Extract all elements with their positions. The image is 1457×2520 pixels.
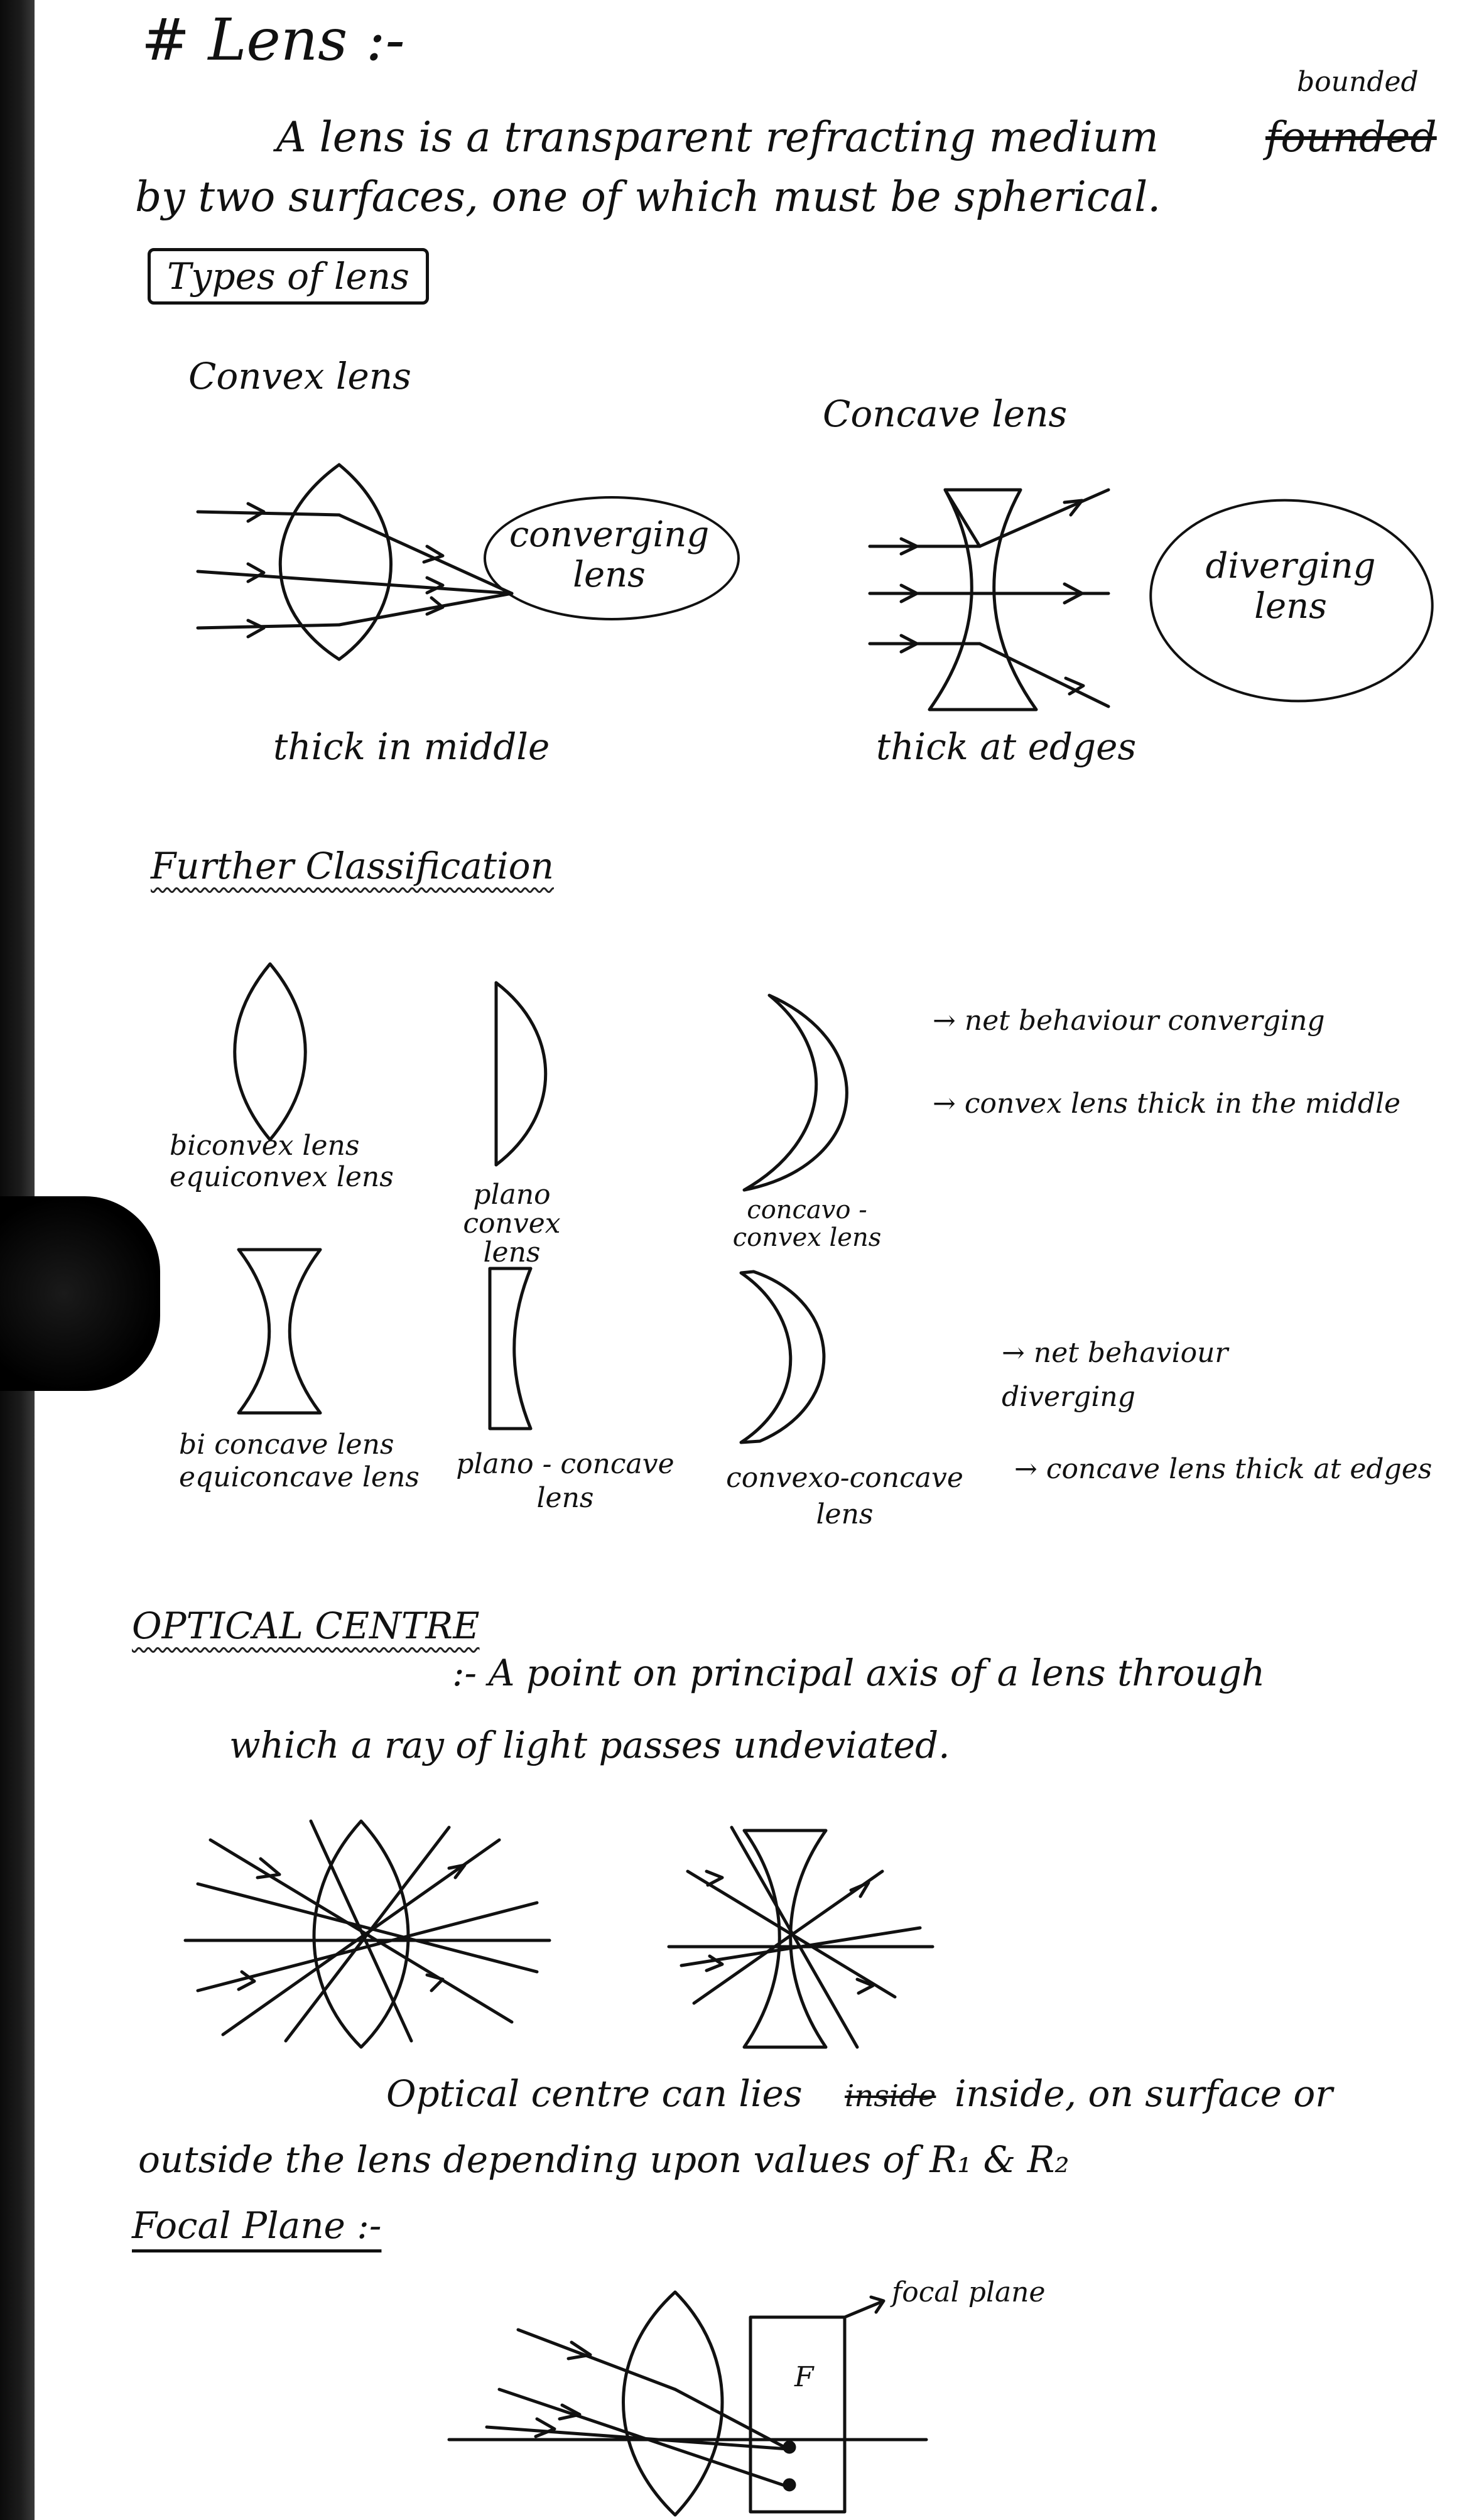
convex-caption: thick in middle: [273, 725, 550, 768]
converging-label: converging lens: [509, 514, 710, 595]
optical-centre-convex-diagram: [185, 1815, 550, 2053]
concave-title: Concave lens: [823, 392, 1068, 435]
concave-lens-shape: [929, 490, 1036, 710]
optical-centre-heading: OPTICAL CENTRE: [132, 1604, 480, 1647]
diverging-label: diverging lens: [1205, 546, 1376, 627]
concave-lens-ray-diagram: [864, 477, 1115, 716]
convexo-concave-label: convexo-concave lens: [726, 1462, 963, 1530]
notebook-clip: [0, 1196, 160, 1391]
optical-centre-concave-diagram: [669, 1821, 933, 2053]
convexo-concave-lens-icon: [735, 1265, 848, 1447]
plano-convex-label: plano convex lens: [463, 1179, 561, 1268]
focal-plane-heading: Focal Plane :-: [132, 2204, 382, 2247]
concavo-convex-lens-icon: [732, 989, 864, 1196]
definition-line-2: by two surfaces, one of which must be spherical.: [135, 173, 1161, 221]
note-converging-behaviour: → net behaviour converging: [933, 1005, 1325, 1037]
biconvex-label: biconvex lens equiconvex lens: [170, 1130, 394, 1193]
biconcave-label: bi concave lens equiconcave lens: [179, 1429, 420, 1493]
optical-note-1b: inside, on surface or: [955, 2072, 1333, 2115]
plano-concave-lens-icon: [471, 1265, 546, 1432]
focal-plane-diagram: [449, 2279, 926, 2520]
page-title: # Lens :-: [141, 6, 405, 73]
convex-title: Convex lens: [188, 355, 411, 397]
plano-convex-lens-icon: [480, 976, 568, 1171]
focal-plane-label: focal plane: [892, 2276, 1046, 2308]
types-heading: Types of lens: [148, 248, 429, 305]
note-convex-thick-middle: → convex lens thick in the middle: [933, 1088, 1401, 1120]
optical-note-2: outside the lens depending upon values of R₁ & R₂: [138, 2138, 1070, 2181]
concavo-convex-label: concavo - convex lens: [732, 1196, 882, 1252]
biconvex-lens-icon: [220, 961, 320, 1143]
further-heading: Further Classification: [151, 845, 554, 887]
definition-line-1: A lens is a transparent refracting medium: [276, 113, 1159, 161]
optical-centre-text-1: :- A point on principal axis of a lens through: [452, 1652, 1265, 1694]
definition-struck-word: founded: [1265, 113, 1437, 161]
biconcave-lens-icon: [223, 1246, 336, 1416]
notebook-page: [35, 0, 1457, 2520]
definition-correction: bounded: [1297, 66, 1419, 98]
focal-point-dots: [782, 2440, 801, 2490]
note-diverging-behaviour: → net behaviour diverging: [1002, 1337, 1228, 1413]
optical-centre-text-2: which a ray of light passes undeviated.: [229, 1724, 950, 1766]
convex-lens-shape: [280, 465, 391, 659]
optical-note-1-struck: inside: [845, 2079, 936, 2114]
plano-concave-label: plano - concave lens: [456, 1448, 674, 1514]
optical-note-1a: Optical centre can lies: [386, 2072, 803, 2115]
note-concave-thick-edges: → concave lens thick at edges: [1014, 1453, 1433, 1485]
concave-caption: thick at edges: [876, 725, 1137, 768]
focal-point-label: F: [794, 2361, 814, 2393]
